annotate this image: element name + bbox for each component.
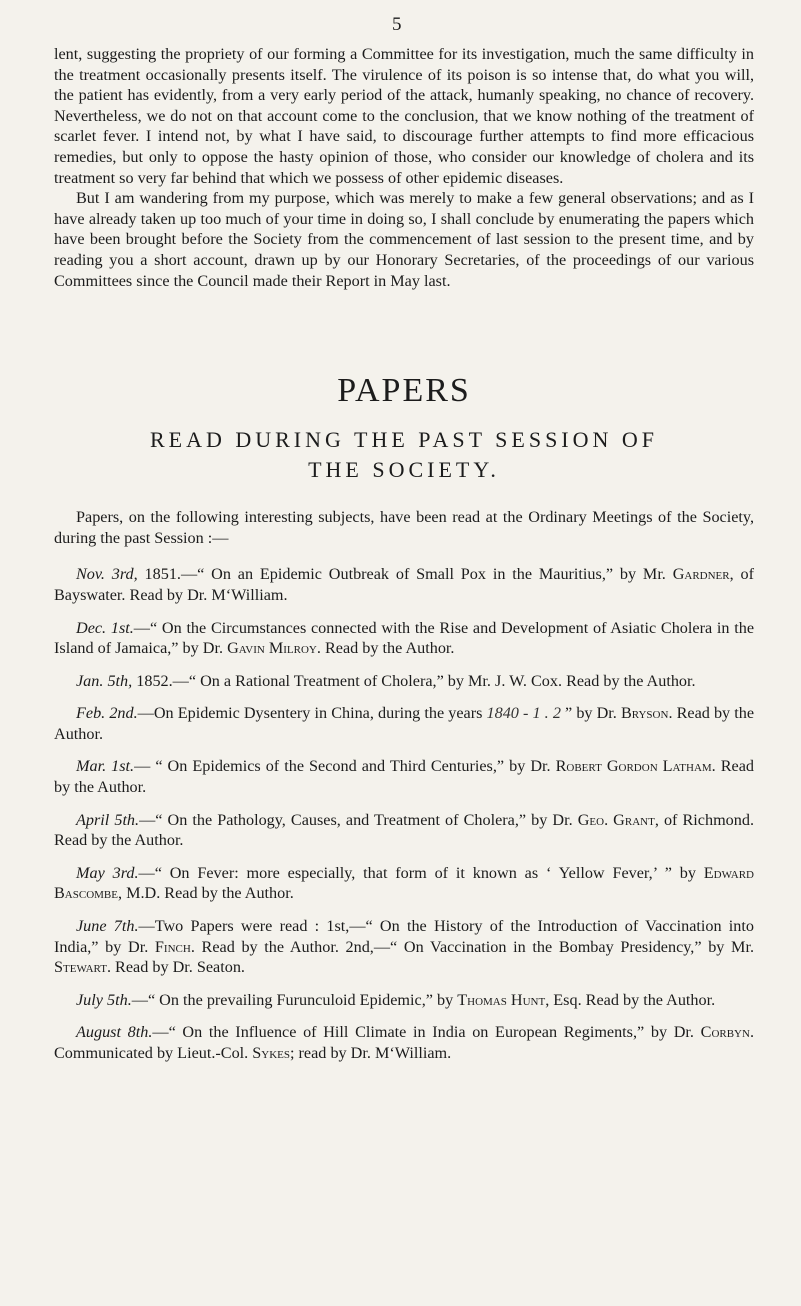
papers-lead: Papers, on the following interesting subjects, have been read at the Ordinary Meetings of the Society, during the past Session :— xyxy=(54,508,754,547)
entry-text: . Read by Dr. Seaton. xyxy=(106,958,245,977)
entry-author: Robert Gordon Latham xyxy=(555,757,712,776)
subheading-line: READ DURING THE PAST SESSION OF xyxy=(149,427,659,453)
page-number: 5 xyxy=(392,14,402,35)
entry-text: . Read by the Author. xyxy=(316,639,455,658)
paper-entry xyxy=(54,756,754,797)
entry-text: —Two Papers were read : 1st,—“ On the History of the Introduction of Vaccination into India,” by Dr. xyxy=(54,917,754,956)
intro-paragraph: But I am wandering from my purpose, which was merely to make a few general observations; and as I have already taken up too much of your time in doing so, I shall conclude by enumerating the papers which have been brought before the Society from the commencement of last session to the present time, and by reading you a short account, drawn up by our Honorary Secretaries, of the proceedings of our various Committees since the Council made their Report in May last. xyxy=(54,189,754,290)
entry-text: —“ On the Influence of Hill Climate in India on European Regiments,” by Dr. xyxy=(152,1023,701,1042)
papers-list xyxy=(54,507,754,1063)
entry-text: —“ On the Circumstances connected with the Rise and Development of Asiatic Cholera in the Island of Jamaica,” by Dr. xyxy=(54,618,754,658)
entry-text: —On Epidemic Dysentery in China, during the years xyxy=(137,704,487,723)
entry-date: Nov. 3rd, xyxy=(76,565,138,584)
entry-author: Finch xyxy=(154,937,191,956)
entry-text: —“ On the prevailing Furunculoid Epidemic,” by xyxy=(131,990,458,1009)
entry-date: Jan. 5th, xyxy=(76,671,133,690)
subheading-line: THE SOCIETY. xyxy=(308,457,500,483)
entry-text: , M.D. Read by the Author. xyxy=(117,884,294,903)
entry-text: . Read by the Author. xyxy=(54,757,755,797)
intro-text xyxy=(54,44,754,291)
section-heading: PAPERS xyxy=(337,372,471,410)
entry-author: Geo. Grant xyxy=(577,810,655,829)
entry-text: . Read by the Author. 2nd,—“ On Vaccination in the Bombay Presidency,” by Mr. xyxy=(190,937,754,956)
entry-date: Dec. 1st. xyxy=(76,618,134,637)
paper-entry xyxy=(54,916,754,978)
entry-text: , of Bayswater. Read by Dr. M‘William. xyxy=(54,565,754,604)
entry-text: —“ On the Pathology, Causes, and Treatment of Cholera,” by Dr. xyxy=(139,810,578,829)
entry-text: — “ On Epidemics of the Second and Third Centuries,” by Dr. xyxy=(134,757,556,776)
entry-date: June 7th. xyxy=(76,917,139,936)
page-content xyxy=(54,44,754,1076)
paper-entry xyxy=(54,671,754,692)
entry-author: Gavin Milroy xyxy=(227,639,317,658)
intro-paragraph: lent, suggesting the propriety of our forming a Committee for its investigation, much the same difficulty in the treatment occasionally presents itself. The virulence of its poison is so intense that, do what you will, the patient has evidently, from a very early period of the attack, humanly speaking, no chance of recovery. Nevertheless, we do not on that account come to the conclusion, that we know nothing of the treatment of scarlet fever. I intend not, by what I have said, to discourage further attempts to find more efficacious remedies, but only to oppose the hasty opinion of those, who consider our knowledge of cholera and its treatment so very far behind that which we possess of other epidemic diseases. xyxy=(54,45,754,187)
entry-text: —“ On Fever: more especially, that form of it known as ‘ Yellow Fever,’ ” by xyxy=(138,863,704,882)
entry-text: 1851.—“ On an Epidemic Outbreak of Small Pox in the Mauritius,” by Mr. xyxy=(137,565,673,584)
entry-text: ; read by Dr. M‘William. xyxy=(290,1044,452,1062)
entry-date: Mar. 1st. xyxy=(76,757,135,776)
paper-entry xyxy=(54,564,754,605)
entry-author: Gardner xyxy=(672,565,730,584)
paper-entry xyxy=(54,810,754,851)
entry-author: Thomas Hunt xyxy=(457,990,546,1009)
entry-date: Feb. 2nd. xyxy=(76,704,138,723)
entry-author: Sykes xyxy=(252,1044,290,1062)
entry-text: . Read by the Author. xyxy=(54,704,755,743)
entry-author: Stewart xyxy=(54,958,107,977)
handwritten-annotation: 1840 - 1 . 2 xyxy=(486,704,561,723)
entry-author: Corbyn xyxy=(700,1023,750,1042)
entry-author: Bryson xyxy=(620,704,669,723)
paper-entry xyxy=(54,1022,754,1063)
paper-entry xyxy=(54,703,754,744)
entry-text: . Communicated by Lieut.-Col. xyxy=(54,1023,754,1062)
paper-entry xyxy=(54,863,754,904)
section-subheading xyxy=(54,425,754,485)
entry-date: August 8th. xyxy=(76,1023,153,1042)
paper-entry xyxy=(54,618,754,659)
entry-date: April 5th. xyxy=(76,810,140,829)
paper-entry xyxy=(54,990,754,1011)
entry-text: , of Richmond. Read by the Author. xyxy=(54,810,754,850)
entry-date: July 5th. xyxy=(76,990,132,1009)
entry-date: May 3rd. xyxy=(76,863,139,882)
entry-text: 1852.—“ On a Rational Treatment of Cholera,” by Mr. J. W. Cox. Read by the Author. xyxy=(132,671,696,690)
entry-author: Edward Bascombe xyxy=(54,863,754,903)
entry-text: ” by Dr. xyxy=(560,704,621,723)
entry-text: , Esq. Read by the Author. xyxy=(545,990,716,1009)
